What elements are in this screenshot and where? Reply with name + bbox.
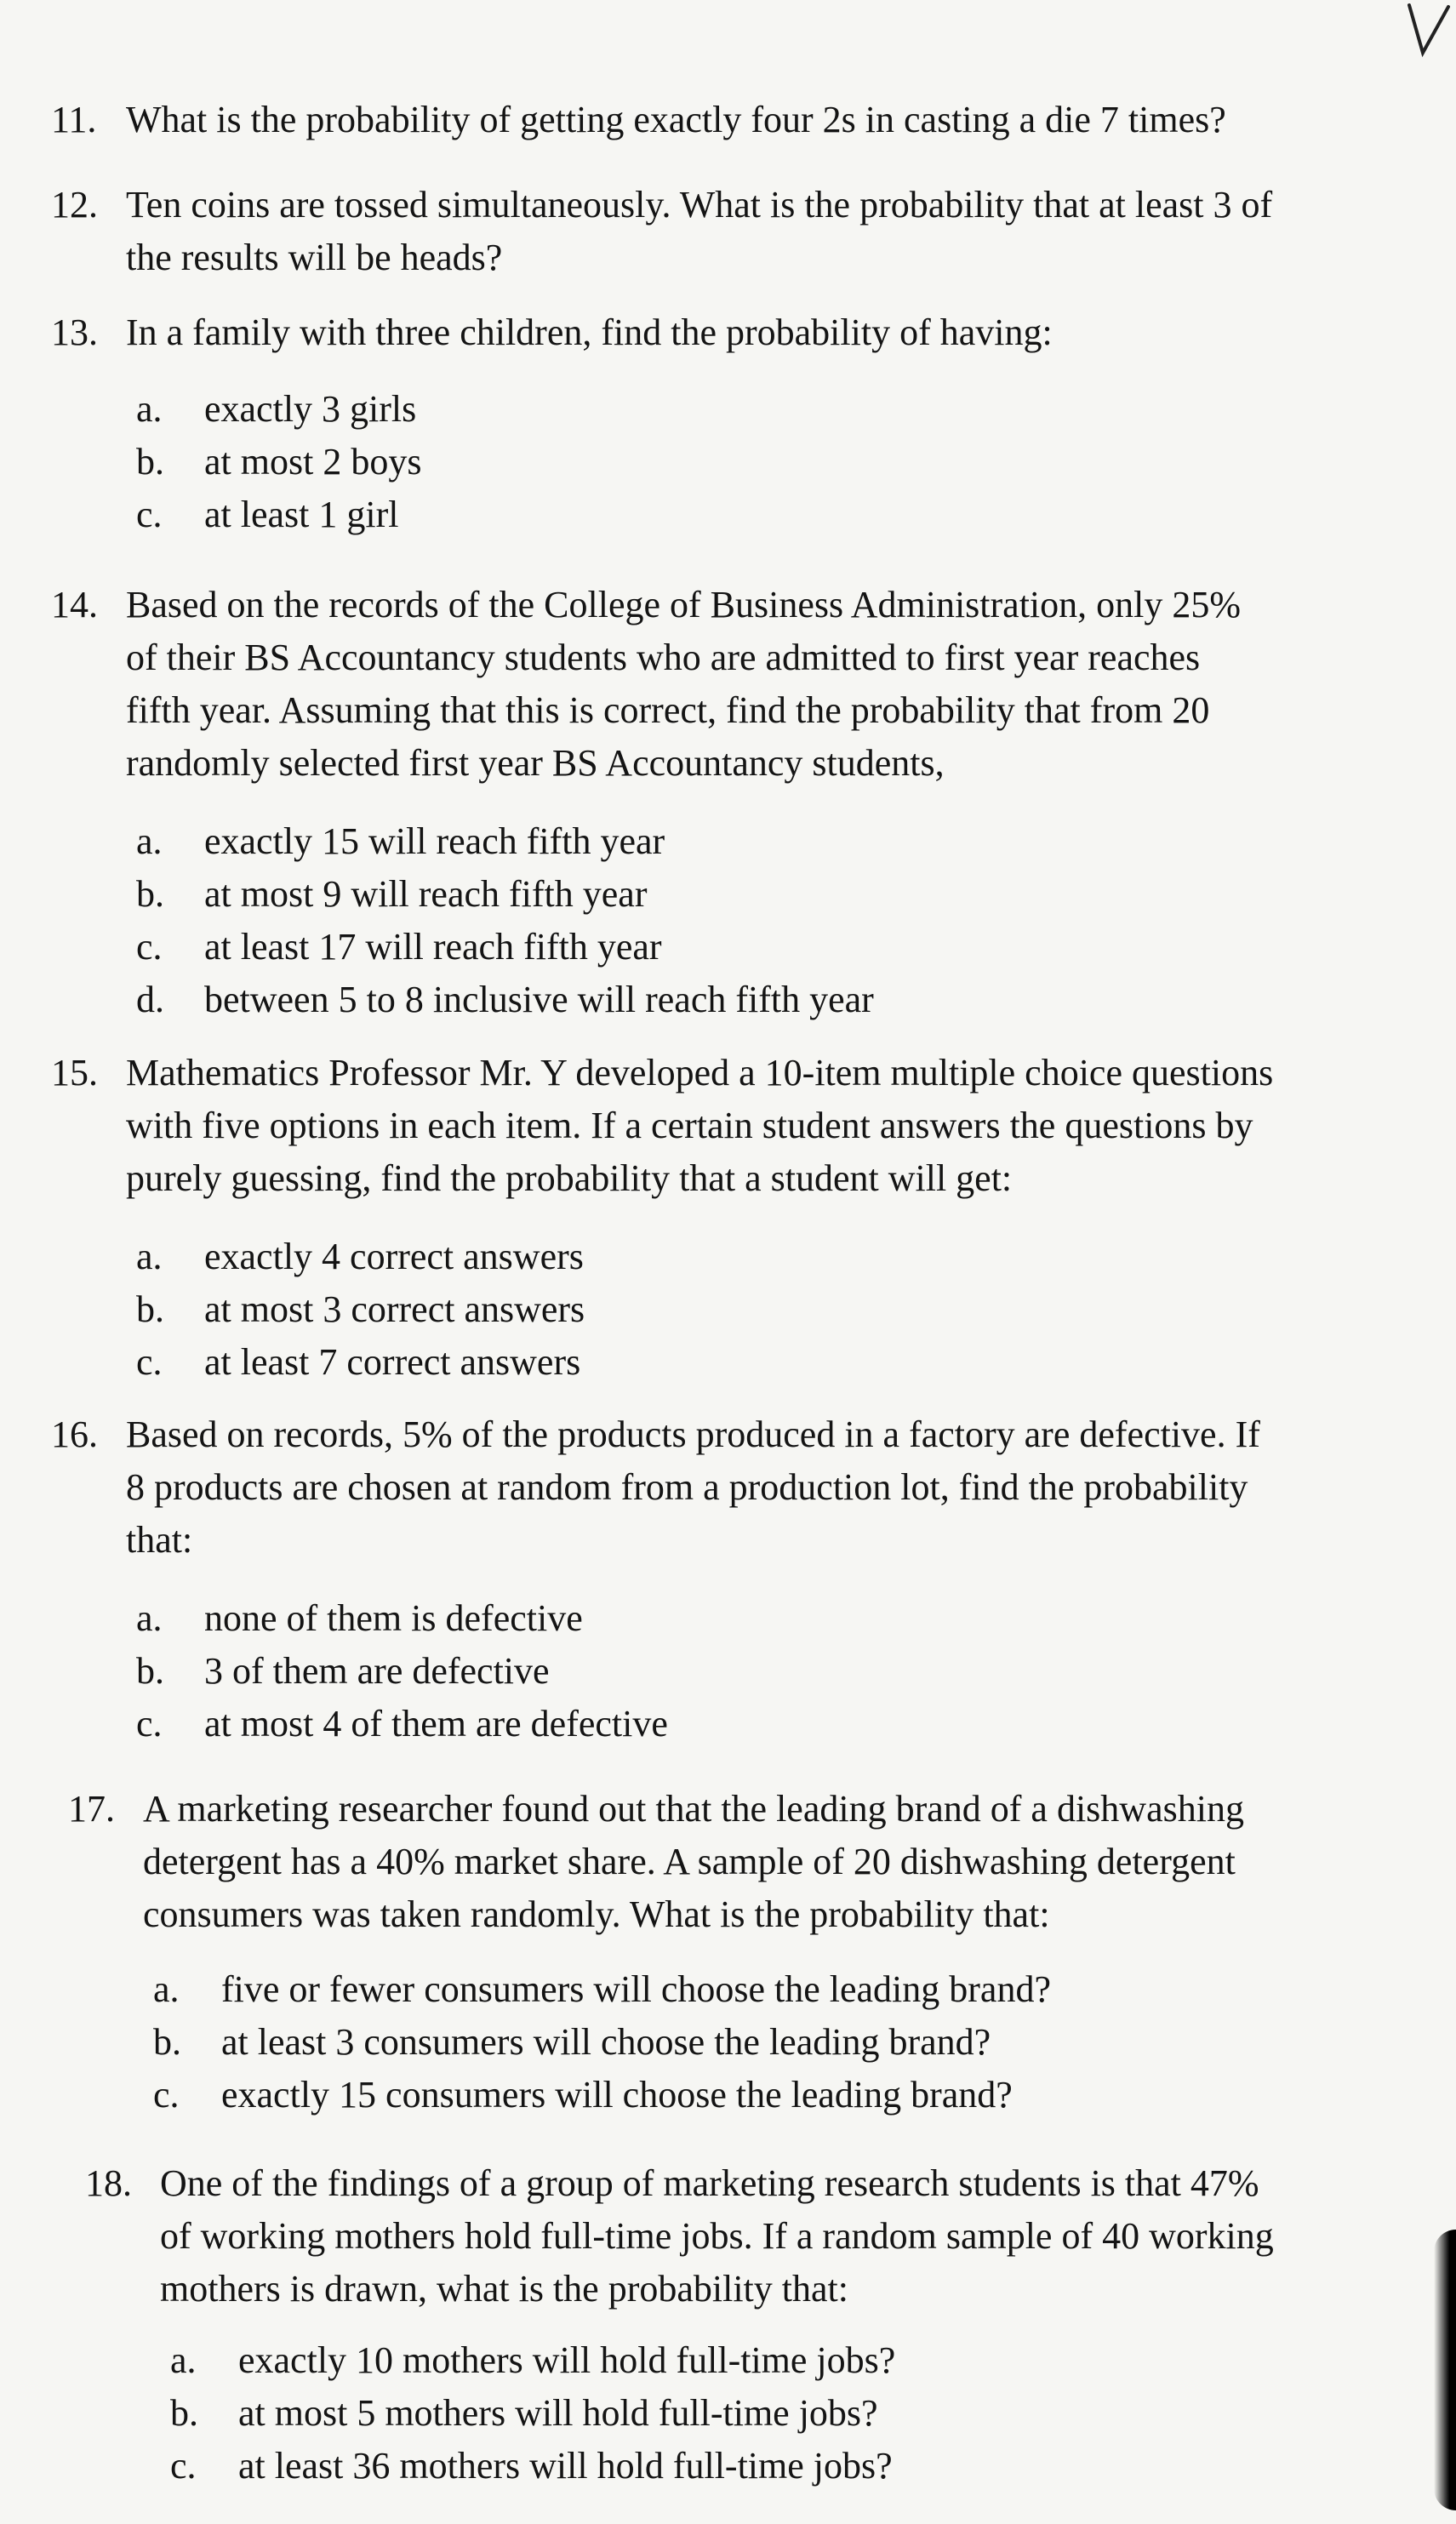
sub-question — [136, 436, 1413, 488]
question-text: fifth year. Assuming that this is correct, find the probability that from 20 — [126, 689, 1210, 731]
sub-question — [136, 488, 1413, 541]
sub-question-letter: b. — [136, 1650, 164, 1692]
question-number: 15. — [51, 1052, 98, 1094]
question-18 — [85, 2157, 1421, 2493]
question-12 — [51, 179, 1413, 284]
sub-question-list — [85, 2334, 1421, 2493]
sub-question — [136, 1283, 1413, 1336]
sub-question-text: none of them is defective — [204, 1597, 583, 1639]
sub-question-text: at most 5 mothers will hold full-time jobs? — [238, 2392, 878, 2434]
sub-question-list — [51, 1231, 1413, 1389]
question-text: In a family with three children, find the probability of having: — [126, 311, 1053, 353]
question-text: with five options in each item. If a certain student answers the questions by — [126, 1105, 1253, 1146]
question-text: detergent has a 40% market share. A sample of 20 dishwashing detergent — [143, 1841, 1236, 1882]
question-text: Mathematics Professor Mr. Y developed a 10-item multiple choice questions — [126, 1052, 1274, 1094]
sub-question-text: exactly 15 consumers will choose the leading brand? — [221, 2074, 1013, 2116]
question-14 — [51, 579, 1413, 1026]
sub-question — [136, 1645, 1413, 1698]
sub-question-letter: c. — [170, 2445, 197, 2487]
page-edge-shadow — [1434, 2230, 1456, 2510]
question-15 — [51, 1047, 1413, 1389]
sub-question — [136, 815, 1413, 868]
question-16 — [51, 1408, 1413, 1750]
sub-question — [136, 1231, 1413, 1283]
question-number: 18. — [85, 2162, 132, 2204]
sub-question-text: at most 2 boys — [204, 441, 422, 483]
sub-question-letter: c. — [136, 926, 163, 968]
sub-question-letter: b. — [153, 2021, 181, 2063]
sub-question — [153, 2069, 1421, 2121]
sub-question-letter: a. — [136, 820, 163, 862]
sub-question — [136, 1336, 1413, 1389]
sub-question-list — [68, 1963, 1421, 2121]
question-number: 17. — [68, 1788, 115, 1830]
sub-question-text: at least 36 mothers will hold full-time jobs? — [238, 2445, 893, 2487]
question-text: Ten coins are tossed simultaneously. What is the probability that at least 3 of — [126, 184, 1273, 226]
sub-question-letter: a. — [136, 388, 163, 430]
sub-question — [153, 1963, 1421, 2016]
sub-question — [136, 974, 1413, 1026]
question-number: 16. — [51, 1413, 98, 1455]
question-text: A marketing researcher found out that the leading brand of a dishwashing — [143, 1788, 1244, 1830]
sub-question-letter: d. — [136, 979, 164, 1020]
question-text: of working mothers hold full-time jobs. If a random sample of 40 working — [160, 2215, 1274, 2257]
question-number: 11. — [51, 99, 97, 140]
sub-question-list — [51, 1592, 1413, 1750]
sub-question-letter: b. — [136, 873, 164, 915]
sub-question-letter: b. — [136, 1288, 164, 1330]
question-text: consumers was taken randomly. What is the probability that: — [143, 1893, 1050, 1935]
sub-question-text: at least 17 will reach fifth year — [204, 926, 662, 968]
question-text: Based on the records of the College of Business Administration, only 25% — [126, 584, 1242, 625]
sub-question-text: at most 9 will reach fifth year — [204, 873, 648, 915]
sub-question-text: five or fewer consumers will choose the leading brand? — [221, 1968, 1051, 2010]
question-number: 14. — [51, 584, 98, 625]
question-text: One of the findings of a group of marketing research students is that 47% — [160, 2162, 1259, 2204]
sub-question-text: between 5 to 8 inclusive will reach fifth year — [204, 979, 874, 1020]
question-text: 8 products are chosen at random from a production lot, find the probability — [126, 1466, 1248, 1508]
sub-question-text: exactly 10 mothers will hold full-time jobs? — [238, 2339, 896, 2381]
sub-question — [153, 2016, 1421, 2069]
sub-question — [170, 2440, 1421, 2493]
question-17 — [68, 1783, 1421, 2121]
sub-question — [136, 868, 1413, 921]
sub-question — [136, 383, 1413, 436]
question-text: purely guessing, find the probability that a student will get: — [126, 1157, 1013, 1199]
question-11 — [51, 94, 1413, 146]
sub-question-text: at most 4 of them are defective — [204, 1703, 668, 1745]
question-text: of their BS Accountancy students who are admitted to first year reaches — [126, 637, 1201, 678]
sub-question-text: at least 1 girl — [204, 494, 399, 535]
question-text: What is the probability of getting exactly four 2s in casting a die 7 times? — [126, 99, 1226, 140]
question-text: mothers is drawn, what is the probability that: — [160, 2268, 848, 2310]
question-text: Based on records, 5% of the products produced in a factory are defective. If — [126, 1413, 1260, 1455]
sub-question-letter: a. — [136, 1597, 163, 1639]
sub-question-text: exactly 4 correct answers — [204, 1236, 584, 1277]
sub-question — [136, 921, 1413, 974]
sub-question-text: 3 of them are defective — [204, 1650, 550, 1692]
sub-question-letter: c. — [136, 1703, 163, 1745]
question-13 — [51, 306, 1413, 541]
sub-question-text: exactly 15 will reach fifth year — [204, 820, 665, 862]
sub-question-letter: a. — [153, 1968, 180, 2010]
sub-question-list — [51, 815, 1413, 1026]
question-text: randomly selected first year BS Accountancy students, — [126, 742, 945, 784]
question-text: that: — [126, 1519, 193, 1561]
sub-question-letter: b. — [170, 2392, 198, 2434]
sub-question-letter: b. — [136, 441, 164, 483]
sub-question-letter: c. — [153, 2074, 180, 2116]
question-text: the results will be heads? — [126, 237, 503, 278]
sub-question — [170, 2387, 1421, 2440]
sub-question-letter: c. — [136, 1341, 163, 1383]
sub-question-letter: c. — [136, 494, 163, 535]
sub-question — [136, 1592, 1413, 1645]
sub-question-text: at most 3 correct answers — [204, 1288, 585, 1330]
sub-question — [170, 2334, 1421, 2387]
question-number: 12. — [51, 184, 98, 226]
sub-question — [136, 1698, 1413, 1750]
sub-question-text: at least 3 consumers will choose the leading brand? — [221, 2021, 991, 2063]
sub-question-list — [51, 383, 1413, 541]
sub-question-letter: a. — [170, 2339, 197, 2381]
question-number: 13. — [51, 311, 98, 353]
sub-question-letter: a. — [136, 1236, 163, 1277]
check-mark-icon — [1404, 0, 1452, 60]
sub-question-text: at least 7 correct answers — [204, 1341, 581, 1383]
sub-question-text: exactly 3 girls — [204, 388, 417, 430]
